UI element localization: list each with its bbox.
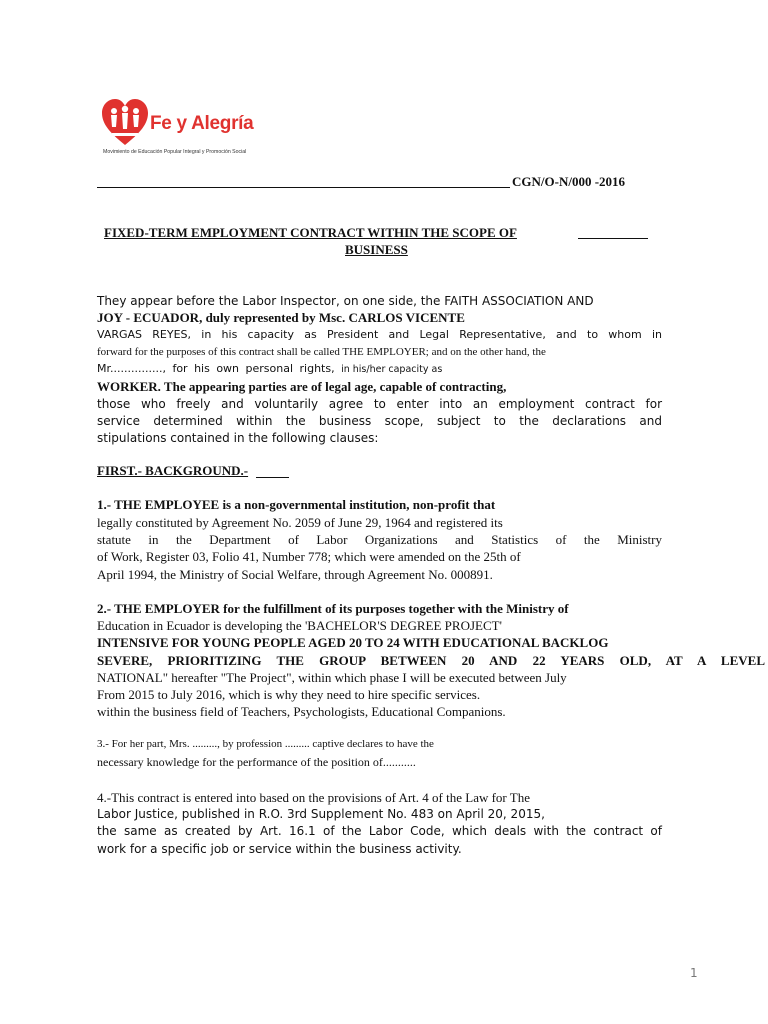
intro-line-8: service determined within the business scope, subject to the declarations and bbox=[97, 414, 662, 428]
logo-brand-text: Fe y Alegría bbox=[150, 113, 254, 134]
clause-4-line-3: the same as created by Art. 16.1 of the Labor Code, which deals with the contract of bbox=[97, 824, 662, 838]
reference-code: CGN/O-N/000 -2016 bbox=[512, 174, 626, 189]
intro-line-6: WORKER. The appearing parties are of legal age, capable of contracting, bbox=[97, 379, 507, 394]
hearts-with-children-icon bbox=[100, 97, 150, 149]
contract-title-line1: FIXED-TERM EMPLOYMENT CONTRACT WITHIN THE SCOPE OF bbox=[104, 225, 517, 240]
fe-y-alegria-logo bbox=[100, 97, 260, 159]
clause-1-line-1: 1.- THE EMPLOYEE is a non-governmental institution, non-profit that bbox=[97, 497, 496, 512]
clause-1-line-3: statute in the Department of Labor Organizations and Statistics of the Ministry bbox=[97, 532, 662, 547]
clause-1-line-5: April 1994, the Ministry of Social Welfare, through Agreement No. 000891. bbox=[97, 567, 493, 582]
clause-2-line-6: From 2015 to July 2016, which is why they need to hire specific services. bbox=[97, 687, 481, 702]
clause-2-line-3: INTENSIVE FOR YOUNG PEOPLE AGED 20 TO 24 WITH EDUCATIONAL BACKLOG bbox=[97, 635, 609, 650]
clause-2-line-7: within the business field of Teachers, Psychologists, Educational Companions. bbox=[97, 704, 506, 719]
intro-line-5: Mr..............., for his own personal rights, in his/her capacity as bbox=[97, 362, 443, 375]
clause-3-line-1: 3.- For her part, Mrs. ........., by profession ......... captive declares to have the bbox=[97, 738, 434, 750]
heading-underline-extension bbox=[256, 463, 289, 478]
page-number: 1 bbox=[690, 966, 698, 980]
clause-2-line-1: 2.- THE EMPLOYER for the fulfillment of its purposes together with the Ministry of bbox=[97, 601, 569, 616]
intro-line-3: VARGAS REYES, in his capacity as President and Legal Representative, and to whom in bbox=[97, 328, 662, 341]
intro-line-7: those who freely and voluntarily agree to enter into an employment contract for bbox=[97, 397, 662, 411]
clause-2-line-4: SEVERE, PRIORITIZING THE GROUP BETWEEN 20 AND 22 YEARS OLD, AT A LEVEL bbox=[97, 653, 765, 668]
clause-1-line-4: of Work, Register 03, Folio 41, Number 778; which were amended on the 25th of bbox=[97, 549, 521, 564]
contract-title-line2: BUSINESS bbox=[345, 242, 408, 257]
clause-2-line-2: Education in Ecuador is developing the 'BACHELOR'S DEGREE PROJECT' bbox=[97, 618, 502, 633]
title-underline-extension bbox=[578, 225, 648, 239]
clause-4-line-1: 4.-This contract is entered into based on the provisions of Art. 4 of the Law for The bbox=[97, 790, 530, 805]
clause-2-line-5: NATIONAL" hereafter "The Project", within which phase I will be executed between July bbox=[97, 670, 567, 685]
reference-underline bbox=[97, 175, 510, 188]
clause-1-line-2: legally constituted by Agreement No. 2059 of June 29, 1964 and registered its bbox=[97, 515, 503, 530]
intro-line-9: stipulations contained in the following clauses: bbox=[97, 431, 379, 445]
clause-3-line-2: necessary knowledge for the performance of the position of........... bbox=[97, 755, 416, 769]
intro-line-2: JOY - ECUADOR, duly represented by Msc. CARLOS VICENTE bbox=[97, 310, 465, 325]
intro-line-4: forward for the purposes of this contract shall be called THE EMPLOYER; and on the other hand, the bbox=[97, 346, 546, 358]
clause-4-line-4: work for a specific job or service within the business activity. bbox=[97, 842, 462, 856]
section-heading-background: FIRST.- BACKGROUND.- bbox=[97, 463, 249, 478]
intro-line-1: They appear before the Labor Inspector, on one side, the FAITH ASSOCIATION AND bbox=[97, 294, 594, 308]
clause-4-line-2: Labor Justice, published in R.O. 3rd Supplement No. 483 on April 20, 2015, bbox=[97, 807, 545, 821]
logo-tagline: Movimiento de Educación Popular Integral y Promoción Social bbox=[103, 149, 247, 155]
